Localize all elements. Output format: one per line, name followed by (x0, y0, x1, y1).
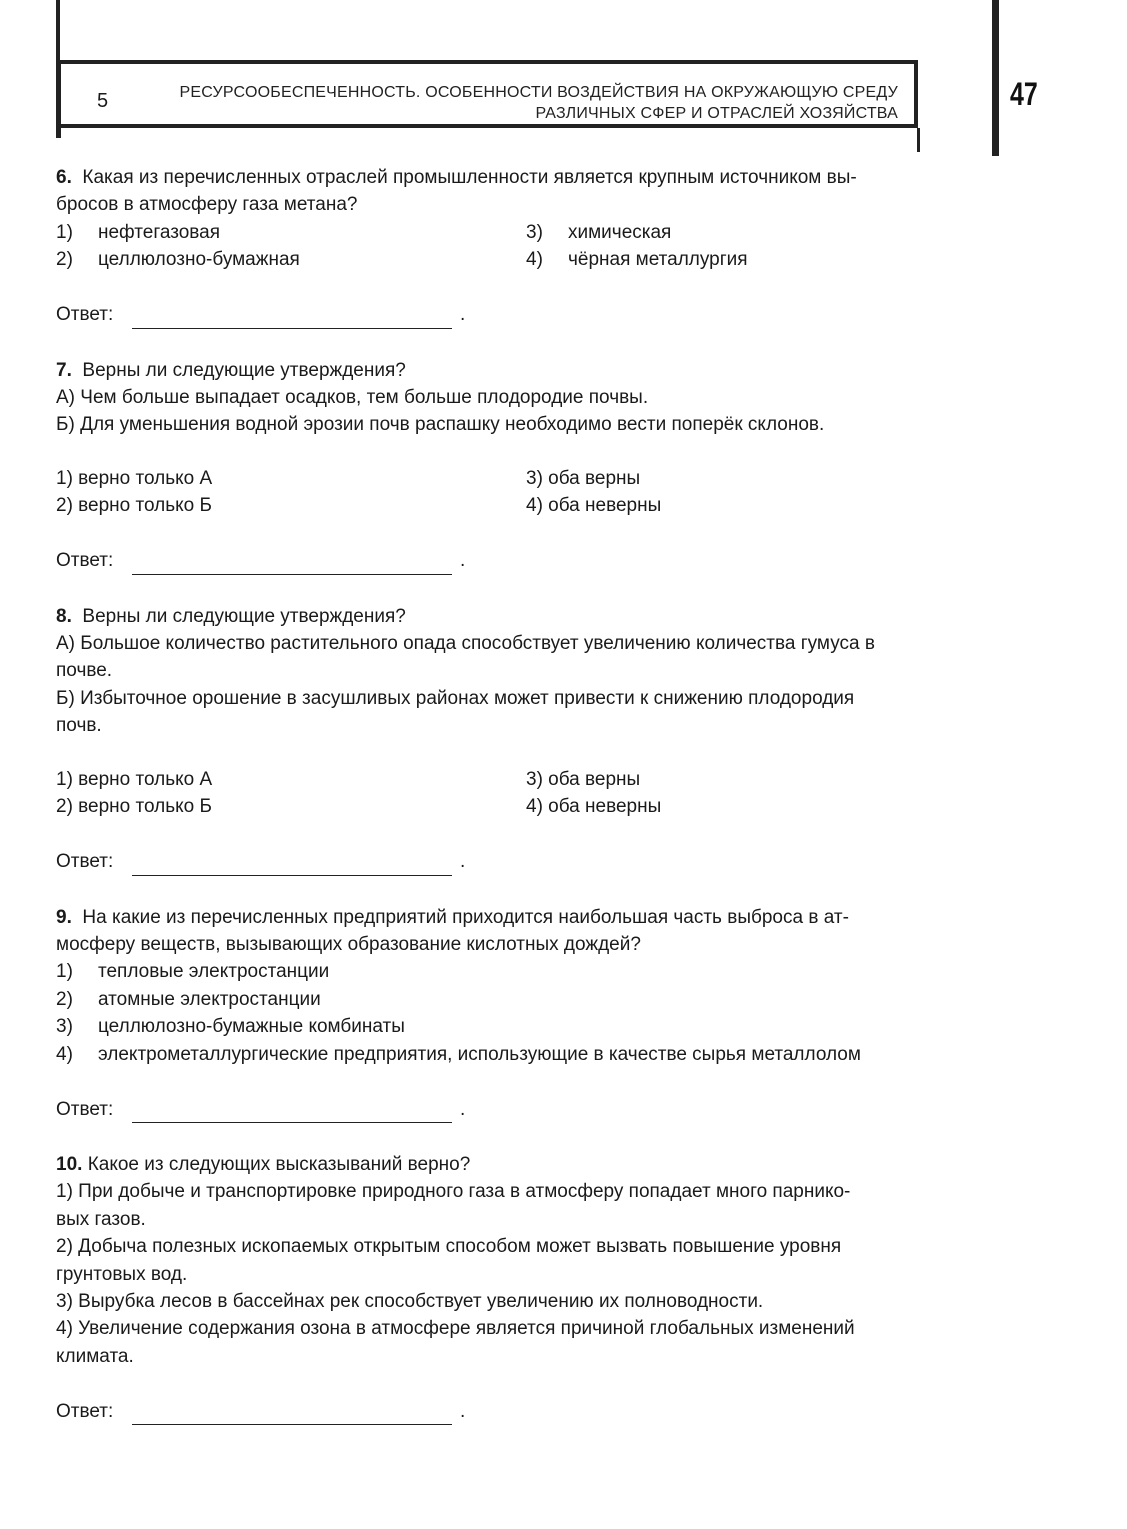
question-9-prompt-line-2: мосферу веществ, вызывающих образование кислотных дождей? (56, 933, 641, 955)
statement-1-line-2: вых газов. (56, 1208, 146, 1230)
question-9-answer (56, 1096, 1042, 1123)
option-number: 2) (56, 988, 73, 1010)
option-text: атомные электростанции (98, 988, 321, 1010)
question-9-text-1: На какие из перечисленных предприятий приходится наибольшая часть выброса в ат- (82, 906, 849, 928)
question-8-options (56, 766, 1042, 821)
question-8-number: 8. (56, 605, 72, 627)
answer-period: . (460, 851, 466, 873)
option-1[interactable]: 1) верно только А (56, 467, 213, 489)
option-1[interactable] (56, 219, 526, 246)
question-7-statement-b: Б) Для уменьшения водной эрозии почв распашку необходимо вести поперёк склонов. (56, 414, 825, 436)
option-1[interactable]: 1) верно только А (56, 768, 213, 790)
question-10-text: Какое из следующих высказываний верно? (87, 1153, 471, 1175)
answer-label: Ответ: (56, 550, 114, 572)
question-8-text: Верны ли следующие утверждения? (82, 605, 406, 627)
option-2[interactable] (56, 246, 526, 273)
question-6-text-1: Какая из перечисленных отраслей промышленности является крупным источником вы- (82, 167, 857, 188)
header-left-tick (56, 128, 61, 138)
question-8-prompt (56, 603, 1042, 630)
answer-label: Ответ: (56, 304, 114, 326)
answer-label: Ответ: (56, 1400, 114, 1422)
option-number: 2) (56, 249, 73, 271)
option-4[interactable]: 4) оба неверны (526, 495, 662, 517)
answer-blank[interactable] (132, 853, 452, 876)
option-3[interactable] (526, 219, 996, 246)
question-8-statement-a-line-1: А) Большое количество растительного опада способствует увеличению количества гумуса в (56, 633, 875, 655)
statement-4-line-2: климата. (56, 1345, 134, 1367)
option-2[interactable] (56, 986, 1042, 1013)
option-3[interactable]: 3) оба верны (526, 467, 641, 489)
question-6-prompt-line-2: бросов в атмосферу газа метана? (56, 194, 358, 216)
question-9-number: 9. (56, 906, 72, 928)
answer-label: Ответ: (56, 1098, 114, 1120)
answer-period: . (460, 550, 466, 572)
answer-blank[interactable] (132, 306, 452, 329)
answer-period: . (460, 1400, 466, 1422)
option-text: целлюлозно-бумажная (98, 249, 300, 271)
statement-1-line-1[interactable]: 1) При добыче и транспортировке природного газа в атмосферу попадает много парнико- (56, 1181, 851, 1203)
question-10-prompt (56, 1151, 1042, 1178)
page-number: 47 (1010, 76, 1038, 112)
question-8-statement-a-line-2: почве. (56, 660, 113, 682)
header-right-rule (992, 0, 999, 156)
option-text: химическая (568, 221, 672, 243)
option-text: чёрная металлургия (568, 249, 748, 271)
option-text: целлюлозно-бумажные комбинаты (98, 1016, 405, 1038)
statement-4-line-1[interactable]: 4) Увеличение содержания озона в атмосфере является причиной глобальных изменений (56, 1318, 855, 1340)
question-6-number: 6. (56, 167, 72, 188)
answer-period: . (460, 304, 466, 326)
chapter-title-line-1: РЕСУРСООБЕСПЕЧЕННОСТЬ. ОСОБЕННОСТИ ВОЗДЕЙСТВИЯ НА ОКРУЖАЮЩУЮ СРЕДУ (179, 84, 898, 101)
question-8-statement-b-line-1: Б) Избыточное орошение в засушливых районах может привести к снижению плодородия (56, 687, 855, 709)
option-text: тепловые электростанции (98, 961, 330, 983)
question-8 (56, 603, 1042, 876)
question-9-prompt-line-1 (56, 904, 1042, 931)
option-1[interactable] (56, 958, 1042, 985)
option-3[interactable] (56, 1013, 1042, 1040)
option-2[interactable]: 2) верно только Б (56, 796, 212, 818)
question-7-prompt (56, 357, 1042, 384)
option-2[interactable]: 2) верно только Б (56, 495, 212, 517)
question-6-prompt-line-1 (56, 164, 1042, 191)
question-6 (56, 164, 1042, 329)
option-number: 3) (56, 1016, 73, 1038)
question-7-number: 7. (56, 359, 72, 381)
header-right-tick (917, 128, 920, 152)
option-number: 4) (526, 249, 543, 271)
chapter-header (56, 60, 918, 128)
statement-2-line-1[interactable]: 2) Добыча полезных ископаемых открытым способом может вызвать повышение уровня (56, 1236, 842, 1258)
question-7-statement-a: А) Чем больше выпадает осадков, тем больше плодородие почвы. (56, 387, 649, 409)
question-8-statement-b-line-2: почв. (56, 715, 102, 737)
question-6-answer (56, 302, 1042, 329)
option-4[interactable] (526, 246, 996, 273)
answer-label: Ответ: (56, 851, 114, 873)
statement-2-line-2: грунтовых вод. (56, 1263, 188, 1285)
chapter-title-line-2: РАЗЛИЧНЫХ СФЕР И ОТРАСЛЕЙ ХОЗЯЙСТВА (535, 105, 898, 122)
question-10-answer (56, 1398, 1042, 1425)
header-left-rule (56, 0, 60, 60)
question-7-text: Верны ли следующие утверждения? (82, 359, 406, 381)
option-3[interactable]: 3) оба верны (526, 768, 641, 790)
worksheet-content (56, 164, 1042, 1425)
option-number: 1) (56, 961, 73, 983)
option-number: 1) (56, 221, 73, 243)
option-text: нефтегазовая (98, 221, 220, 243)
question-10-number: 10. (56, 1153, 83, 1175)
option-text: электрометаллургические предприятия, использующие в качестве сырья металлолом (98, 1043, 861, 1065)
question-7-options (56, 465, 1042, 520)
answer-blank[interactable] (132, 1100, 452, 1123)
question-7-answer (56, 548, 1042, 575)
statement-3[interactable]: 3) Вырубка лесов в бассейнах рек способствует увеличению их полноводности. (56, 1290, 764, 1312)
chapter-title (180, 82, 898, 124)
question-7 (56, 357, 1042, 575)
answer-period: . (460, 1098, 466, 1120)
option-number: 3) (526, 221, 543, 243)
question-10 (56, 1151, 1042, 1425)
answer-blank[interactable] (132, 1402, 452, 1425)
option-4[interactable]: 4) оба неверны (526, 796, 662, 818)
question-8-answer (56, 849, 1042, 876)
chapter-number: 5 (97, 90, 109, 112)
question-6-options (56, 219, 1042, 274)
answer-blank[interactable] (132, 552, 452, 575)
question-9 (56, 904, 1042, 1123)
option-number: 4) (56, 1043, 73, 1065)
option-4[interactable] (56, 1041, 1042, 1068)
